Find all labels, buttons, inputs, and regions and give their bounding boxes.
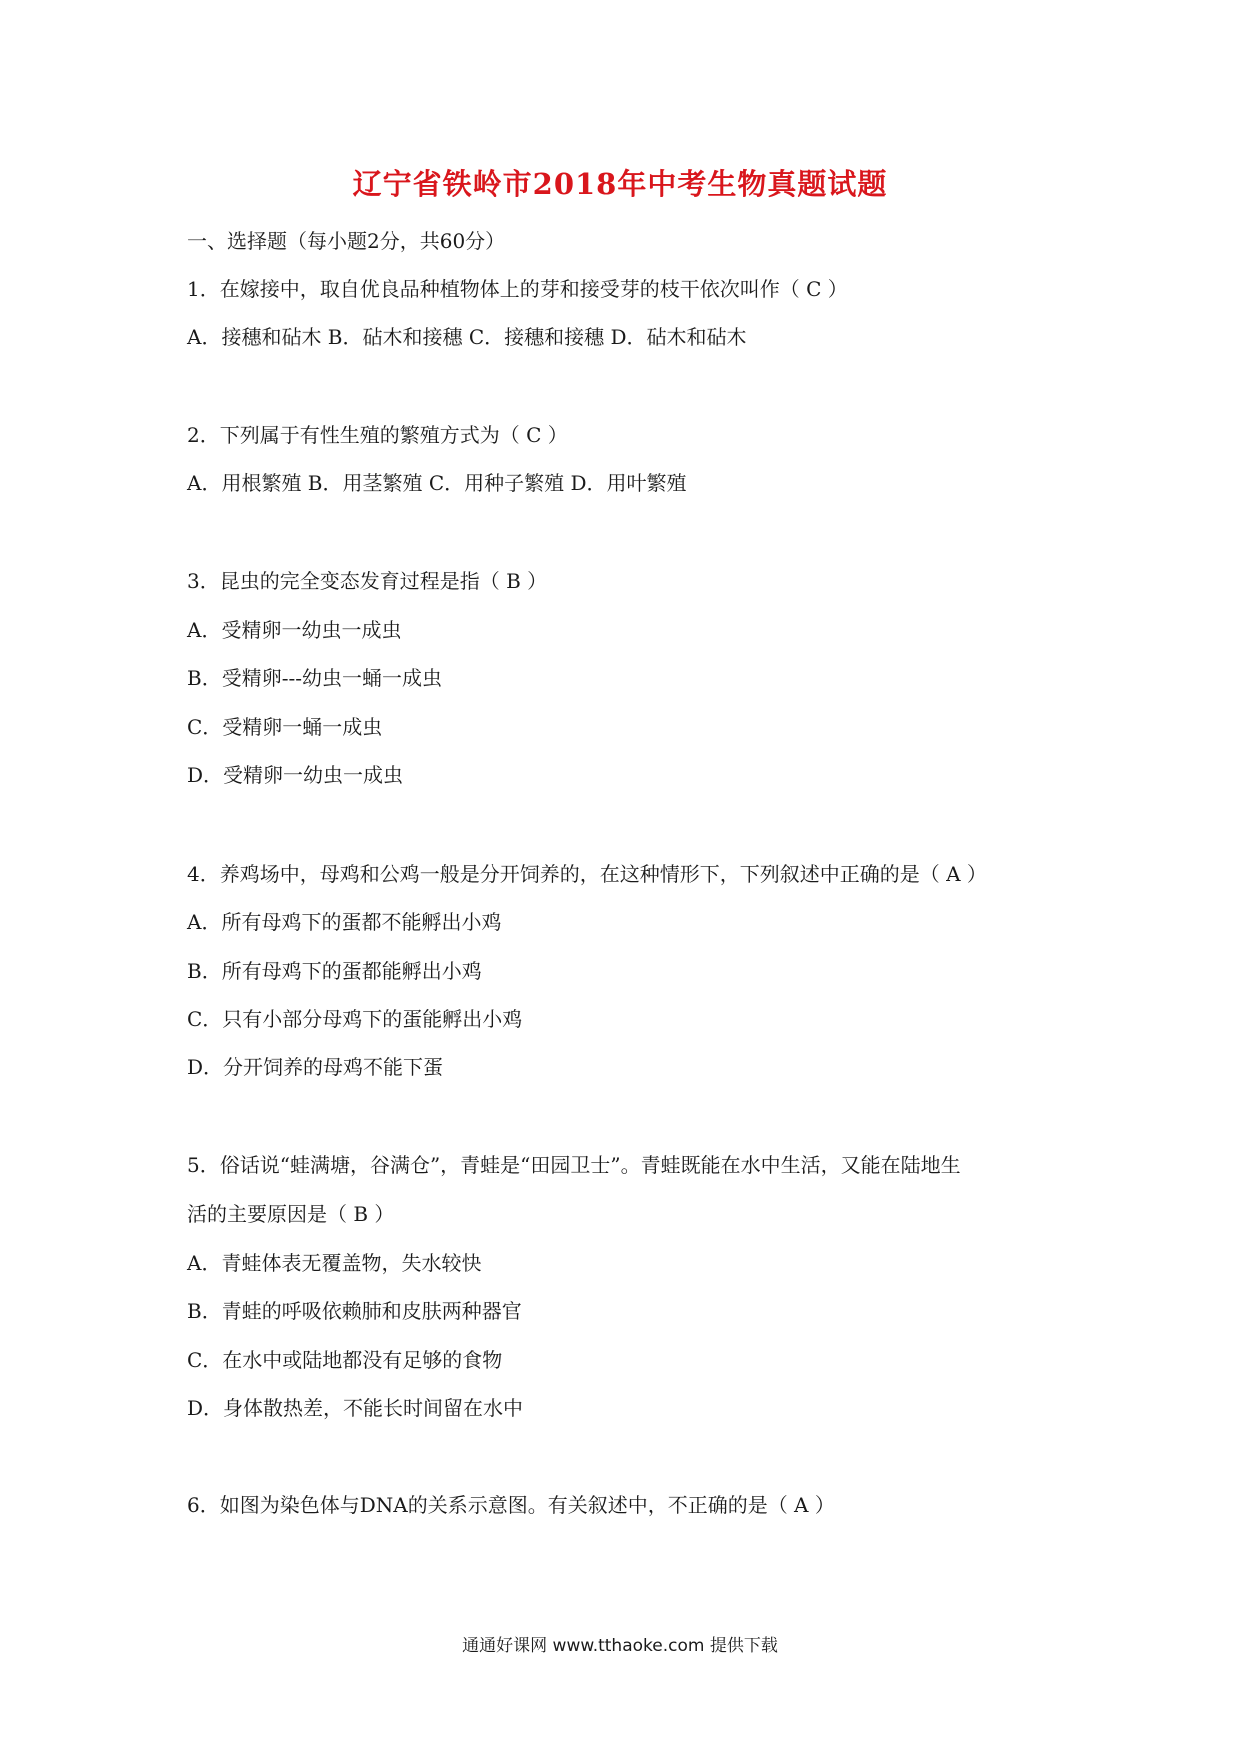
- document-title: 辽宁省铁岭市2018年中考生物真题试题: [352, 167, 888, 201]
- question-3-option-a: A．受精卵一幼虫一成虫: [187, 618, 402, 642]
- question-5-stem-line-2: 活的主要原因是（ B ）: [187, 1202, 395, 1226]
- page-footer: 通通好课网 www.tthaoke.com 提供下载: [462, 1636, 778, 1656]
- question-5-option-a: A．青蛙体表无覆盖物，失水较快: [187, 1251, 482, 1275]
- question-5-stem-line-1: 5．俗话说“蛙满塘，谷满仓”，青蛙是“田园卫士”。青蛙既能在水中生活，又能在陆地生: [187, 1153, 961, 1177]
- question-4-option-a: A．所有母鸡下的蛋都不能孵出小鸡: [187, 910, 502, 934]
- question-1-options: A．接穗和砧木 B．砧木和接穗 C．接穗和接穗 D．砧木和砧木: [187, 325, 747, 349]
- question-4-option-c: C．只有小部分母鸡下的蛋能孵出小鸡: [187, 1007, 523, 1031]
- question-2-stem: 2．下列属于有性生殖的繁殖方式为（ C ）: [187, 423, 568, 447]
- question-6-stem: 6．如图为染色体与DNA的关系示意图。有关叙述中，不正确的是（ A ）: [187, 1493, 835, 1517]
- question-3-option-c: C．受精卵一蛹一成虫: [187, 715, 383, 739]
- question-4-option-b: B．所有母鸡下的蛋都能孵出小鸡: [187, 959, 482, 983]
- question-4-option-d: D．分开饲养的母鸡不能下蛋: [187, 1055, 444, 1079]
- question-4-stem: 4．养鸡场中，母鸡和公鸡一般是分开饲养的，在这种情形下，下列叙述中正确的是（ A ）: [187, 862, 987, 886]
- question-1-stem: 1．在嫁接中，取自优良品种植物体上的芽和接受芽的枝干依次叫作（ C ）: [187, 277, 848, 301]
- question-5-option-d: D．身体散热差，不能长时间留在水中: [187, 1396, 524, 1420]
- question-2-options: A．用根繁殖 B．用茎繁殖 C．用种子繁殖 D．用叶繁殖: [187, 471, 687, 495]
- question-3-option-d: D．受精卵一幼虫一成虫: [187, 763, 404, 787]
- question-3-stem: 3．昆虫的完全变态发育过程是指（ B ）: [187, 569, 548, 593]
- question-5-option-c: C．在水中或陆地都没有足够的食物: [187, 1348, 503, 1372]
- section-heading: 一、选择题（每小题2分，共60分）: [187, 229, 506, 253]
- question-5-option-b: B．青蛙的呼吸依赖肺和皮肤两种器官: [187, 1299, 522, 1323]
- question-3-option-b: B．受精卵---幼虫一蛹一成虫: [187, 666, 442, 690]
